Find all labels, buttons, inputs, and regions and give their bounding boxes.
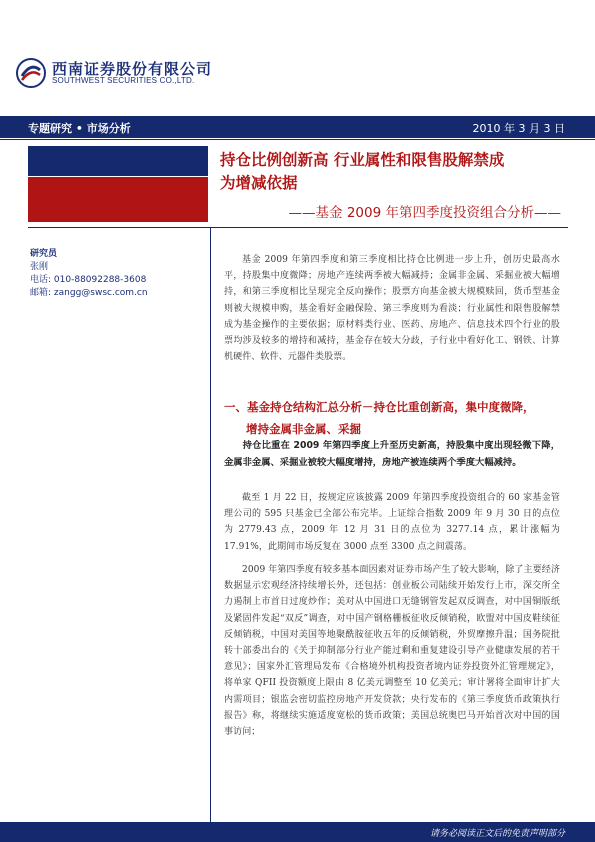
analyst-email[interactable]: zangg@swsc.com.cn: [53, 288, 148, 298]
section-heading-line1: 一、基金持仓结构汇总分析－持仓比重创新高，集中度微降，: [224, 400, 535, 414]
analyst-phone-row: [30, 274, 148, 287]
report-subtitle: ——基金 2009 年第四季度投资组合分析——: [288, 205, 561, 221]
section-lead-paragraph: 持仓比重在 2009 年第四季度上升至历史新高，持股集中度出现轻微下降，金属非金属、采掘业被较大幅度增持，房地产被连续两个季度大幅减持。: [224, 440, 560, 468]
company-name-en: SOUTHWEST SECURITIES CO.,LTD.: [52, 76, 195, 85]
phone-label: 电话:: [30, 275, 52, 285]
analyst-name: 张刚: [30, 262, 49, 272]
column-divider: [210, 228, 211, 832]
email-label: 邮箱:: [30, 288, 52, 298]
report-date: 2010 年 3 月 3 日: [472, 122, 565, 135]
analyst-info: [30, 248, 148, 300]
decorative-navy-block: [28, 146, 208, 176]
footer-bar: [0, 822, 595, 842]
analyst-email-row: [30, 287, 148, 300]
summary-paragraph: 基金 2009 年第四季度和第三季度相比持仓比例进一步上升，创历史最高水平，持股集中度微降；房地产连续两季被大幅减持；金属非金属、采掘业被大幅增持，和第三季度相比呈现完全反向操作；股票方向基金被大规模赎回，货币型基金则被大规模申购，基金看好金融保险、第三季度则为看淡；行业属性和限售股解禁成为基金操作的主要依据；原材料类行业、医药、房地产、信息技术四个行业的股票均涉及较多的增持和减持，基金存在较大分歧，子行业中看好化工、钢铁、计算机硬件、软件、元器件类股票。: [224, 255, 560, 363]
report-type: 专题研究 • 市场分析: [28, 122, 131, 135]
company-logo-icon: [16, 58, 46, 88]
report-header-bar: [0, 116, 595, 138]
body-paragraph-2: 2009 年第四季度有较多基本面因素对证券市场产生了较大影响，除了主要经济数据显示宏观经济持续增长外，还包括：创业板公司陆续开始发行上市，深交所全力遏制上市首日过度炒作；美对从中国进口无缝钢管发起双反调查，对中国铜版纸及紧固件发起“双反”调查，对中国产钢格栅板征收反倾销税，欧盟对中国皮鞋续征反倾销税，中国对美国等地聚酰胺征收五年的反倾销税，外贸摩擦升温；国务院批转十部委出台的《关于抑制部分行业产能过剩和重复建设引导产业健康发展的若干意见》；国家外汇管理局发布《合格境外机构投资者境内证券投资外汇管理规定》，将单家 QFII 投资额度上限由 8 亿美元调整至 10 亿美元；审计署将全面审计扩大内需项目；银监会密切监控房地产开发贷款；央行发布的《第三季度货币政策执行报告》称，将继续实施适度宽松的货币政策；美国总统奥巴马开始首次对中国的国事访问；: [224, 565, 560, 738]
decorative-red-block: [28, 177, 208, 222]
analyst-phone: 010-88092288-3608: [53, 275, 147, 285]
company-name-cn: 西南证券股份有限公司: [52, 60, 213, 78]
section-heading-line2: 增持金属非金属、采掘: [246, 422, 361, 436]
section-heading: [224, 396, 564, 440]
header-divider: [0, 139, 595, 140]
body-paragraph-1: 截至 1 月 22 日，按规定应该披露 2009 年第四季度投资组合的 60 家基金管理公司的 595 只基金已全部公布完毕。上证综合指数 2009 年 9 月 30 日的点位为 2779.43 点，2009 年 12 月 31 日的点位为 3277.14 点，累计涨幅为 17.91%，此期间市场反复在 3000 点至 3300 点之间震荡。: [224, 493, 560, 552]
report-title-line1: 持仓比例创新高 行业属性和限售股解禁成: [220, 151, 505, 169]
analyst-role: 研究员: [30, 249, 58, 259]
company-logo: [16, 58, 216, 90]
report-title-line2: 为增减依据: [220, 174, 298, 192]
disclaimer-note: 请务必阅读正文后的免责声明部分: [429, 829, 565, 839]
title-divider: [28, 227, 568, 228]
